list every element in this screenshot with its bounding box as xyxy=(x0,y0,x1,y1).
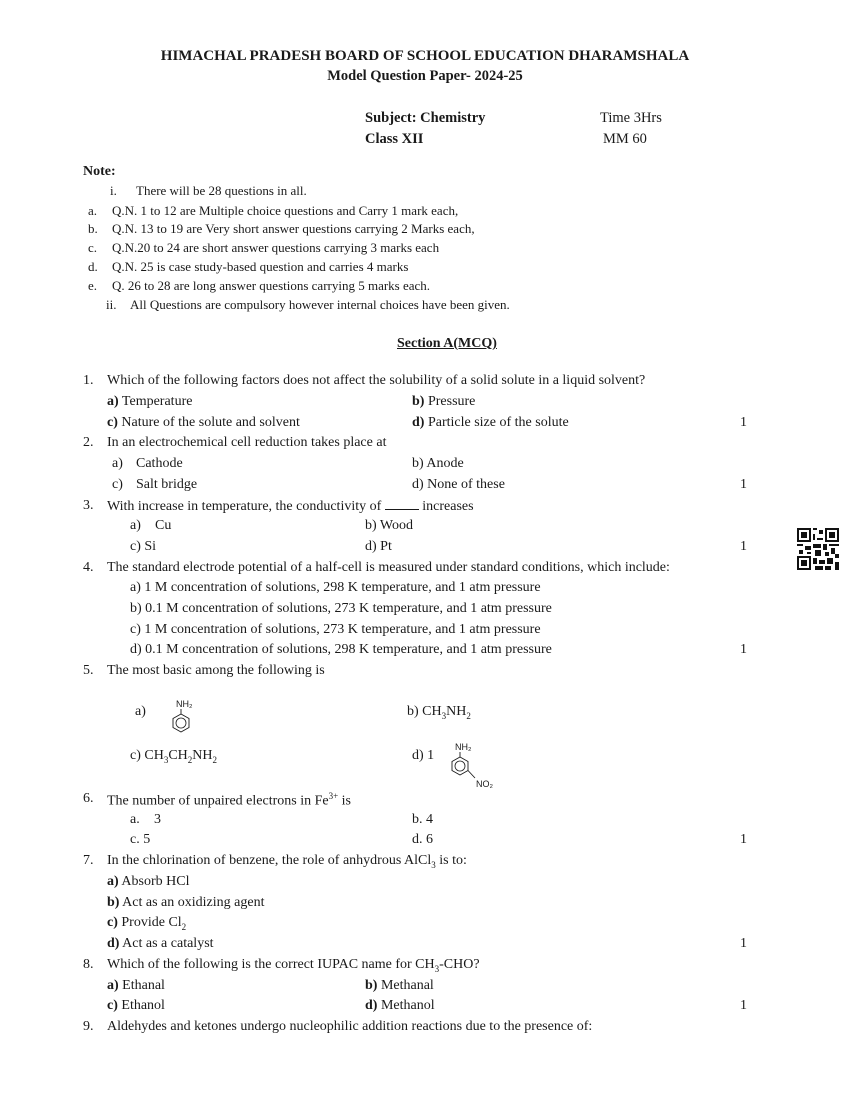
option-a: 3 xyxy=(154,812,161,827)
option-a-label: a) xyxy=(135,704,146,719)
note-item-text: All Questions are compulsory however internal choices have been given. xyxy=(130,297,510,312)
note-item-text: Q.N. 1 to 12 are Multiple choice questions and Carry 1 mark each, xyxy=(112,203,459,218)
note-item-marker: d. xyxy=(88,259,98,274)
question-number: 1. xyxy=(83,373,94,388)
option-d: d) Pt xyxy=(365,539,392,554)
question-number: 8. xyxy=(83,957,94,972)
option-a-label: a. xyxy=(130,812,140,827)
option-c: c) Nature of the solute and solvent xyxy=(107,415,300,430)
option-c: c) Ethanol xyxy=(107,998,165,1013)
question-text: The number of unpaired electrons in $Fe^{3+}$ is xyxy=(107,791,352,809)
option-c: c) 1 M concentration of solutions, 273 K temperature, and 1 atm pressure xyxy=(130,622,541,637)
option-d-label: d) 1 xyxy=(412,748,435,763)
note-item-text: Q.N.20 to 24 are short answer questions carrying 3 marks each xyxy=(112,240,440,255)
option-c-label: c) xyxy=(112,477,123,492)
question-text: The most basic among the following is xyxy=(107,663,325,678)
note-item-text: Q.N. 13 to 19 are Very short answer questions carrying 2 Marks each, xyxy=(112,221,475,236)
max-marks-label: MM 60 xyxy=(603,131,647,147)
option-b: b. 4 xyxy=(412,812,433,827)
option-d: d) Methanol xyxy=(365,998,435,1013)
question-text: With increase in temperature, the conductivity of increases xyxy=(107,499,474,514)
option-c: c. 5 xyxy=(130,832,151,847)
option-a-label: a) xyxy=(112,456,123,471)
marks-value: 1 xyxy=(740,477,747,492)
option-a: Cathode xyxy=(136,456,183,471)
option-d: d) 0.1 M concentration of solutions, 298 K temperature, and 1 atm pressure xyxy=(130,642,552,657)
note-item-marker: c. xyxy=(88,240,98,255)
section-title: Section A(MCQ) xyxy=(397,336,497,351)
note-item-marker: b. xyxy=(88,221,98,236)
option-c: c) $CH_3CH_2NH_2$ xyxy=(130,748,218,765)
marks-value: 1 xyxy=(740,936,747,951)
marks-value: 1 xyxy=(740,998,747,1013)
option-a: a) Ethanal xyxy=(107,978,165,993)
question-text: Aldehydes and ketones undergo nucleophilic addition reactions due to the presence of: xyxy=(107,1019,593,1034)
note-item-text: Q.N. 25 is case study-based question and carries 4 marks xyxy=(112,259,409,274)
structure-label: NH₂ xyxy=(176,699,193,709)
marks-value: 1 xyxy=(740,539,747,554)
note-item-text: Q. 26 to 28 are long answer questions carrying 5 marks each. xyxy=(112,278,431,293)
note-item-text: There will be 28 questions in all. xyxy=(136,183,307,198)
aniline-structure-icon xyxy=(160,696,200,740)
qr-code-icon xyxy=(797,528,839,570)
option-b: b) Pressure xyxy=(412,394,476,409)
board-title: HIMACHAL PRADESH BOARD OF SCHOOL EDUCATION DHARAMSHALA xyxy=(160,48,690,64)
question-text: In an electrochemical cell reduction takes place at xyxy=(107,435,387,450)
option-b: b) 0.1 M concentration of solutions, 273 K temperature, and 1 atm pressure xyxy=(130,601,552,616)
option-b: b) Wood xyxy=(365,518,414,533)
answer-blank xyxy=(385,498,419,510)
question-text: Which of the following factors does not affect the solubility of a solid solute in a liquid solvent? xyxy=(107,373,646,388)
nitroaniline-structure-icon xyxy=(443,740,505,792)
option-c: Salt bridge xyxy=(136,477,198,492)
question-text: Which of the following is the correct IUPAC name for $CH_3$-CHO? xyxy=(107,957,480,974)
question-text: The standard electrode potential of a half-cell is measured under standard conditions, which include: xyxy=(107,560,670,575)
option-a: Cu xyxy=(155,518,172,533)
note-item-marker: e. xyxy=(88,278,98,293)
time-label: Time 3Hrs xyxy=(600,110,662,126)
option-d: d) None of these xyxy=(412,477,505,492)
question-number: 2. xyxy=(83,435,94,450)
option-d: d) Particle size of the solute xyxy=(412,415,569,430)
note-item-marker: ii. xyxy=(106,297,117,312)
option-b: b) $CH_3NH_2$ xyxy=(407,704,471,721)
question-number: 4. xyxy=(83,560,94,575)
option-b: b) Methanal xyxy=(365,978,434,993)
paper-title: Model Question Paper- 2024-25 xyxy=(327,68,523,84)
question-number: 7. xyxy=(83,853,94,868)
note-item: i. xyxy=(110,183,117,198)
note-title: Note: xyxy=(83,164,116,179)
question-text: In the chlorination of benzene, the role of anhydrous AlCl$_3$ is to: xyxy=(107,853,467,870)
subject-label: Subject: Chemistry xyxy=(365,110,486,126)
option-d: d. 6 xyxy=(412,832,433,847)
marks-value: 1 xyxy=(740,415,747,430)
option-c: c) Provide $Cl_2$ xyxy=(107,915,187,932)
option-b: b) Anode xyxy=(412,456,464,471)
option-d: d) Act as a catalyst xyxy=(107,936,214,951)
structure-label: NH₂ xyxy=(455,742,472,752)
option-a-label: a) xyxy=(130,518,141,533)
marks-value: 1 xyxy=(740,832,747,847)
question-number: 5. xyxy=(83,663,94,678)
option-b: b) Act as an oxidizing agent xyxy=(107,895,265,910)
class-label: Class XII xyxy=(365,131,424,147)
marks-value: 1 xyxy=(740,642,747,657)
option-a: a) Temperature xyxy=(107,394,193,409)
question-number: 3. xyxy=(83,498,94,513)
note-item-marker: a. xyxy=(88,203,98,218)
question-number: 6. xyxy=(83,791,94,806)
option-a: a) 1 M concentration of solutions, 298 K temperature, and 1 atm pressure xyxy=(130,580,541,595)
question-number: 9. xyxy=(83,1019,94,1034)
structure-label: NO₂ xyxy=(476,779,493,789)
option-a: a) Absorb HCl xyxy=(107,874,190,889)
option-c: c) Si xyxy=(130,539,157,554)
